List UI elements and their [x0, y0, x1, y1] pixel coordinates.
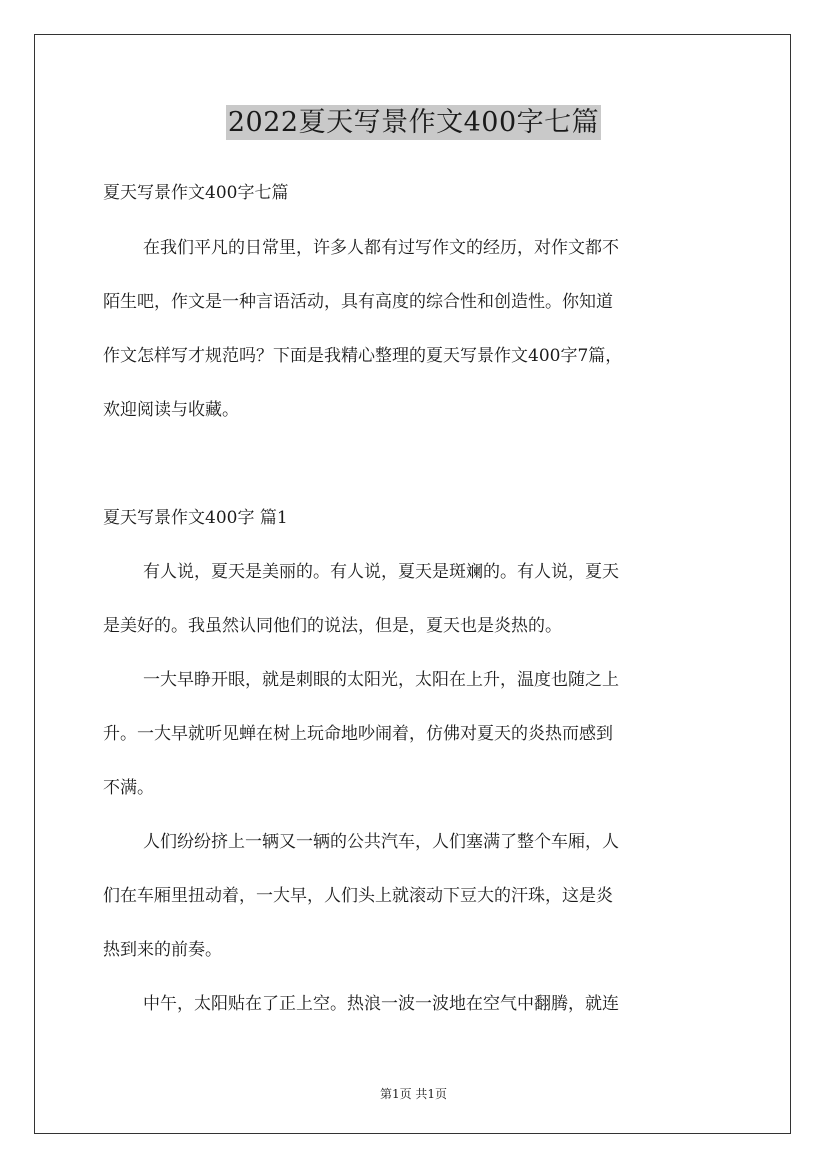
body-line: 是美好的。我虽然认同他们的说法，但是，夏天也是炎热的。	[103, 616, 562, 636]
body-line: 一大早睁开眼，就是刺眼的太阳光，太阳在上升，温度也随之上	[143, 670, 619, 690]
body-line: 人们纷纷挤上一辆又一辆的公共汽车，人们塞满了整个车厢，人	[143, 832, 619, 852]
body-line: 中午，太阳贴在了正上空。热浪一波一波地在空气中翻腾，就连	[143, 994, 619, 1014]
body-line: 有人说，夏天是美丽的。有人说，夏天是斑斓的。有人说，夏天	[143, 562, 619, 582]
document-title	[0, 100, 827, 139]
page-footer: 第1页 共1页	[379, 1087, 448, 1101]
intro-line: 在我们平凡的日常里，许多人都有过写作文的经历，对作文都不	[143, 238, 619, 258]
body-line: 不满。	[103, 778, 154, 798]
intro-line: 欢迎阅读与收藏。	[103, 400, 239, 420]
intro-line: 陌生吧，作文是一种言语活动，具有高度的综合性和创造性。你知道	[103, 292, 613, 312]
document-subtitle: 夏天写景作文400字七篇	[103, 183, 289, 203]
document-title-text: 2022夏天写景作文400字七篇	[227, 107, 600, 138]
body-line: 们在车厢里扭动着，一大早，人们头上就滚动下豆大的汗珠，这是炎	[103, 886, 613, 906]
body-line: 热到来的前奏。	[103, 940, 222, 960]
section-heading: 夏天写景作文400字 篇1	[103, 508, 288, 528]
intro-line: 作文怎样写才规范吗？下面是我精心整理的夏天写景作文400字7篇，	[103, 346, 623, 366]
body-line: 升。一大早就听见蝉在树上玩命地吵闹着，仿佛对夏天的炎热而感到	[103, 724, 613, 744]
